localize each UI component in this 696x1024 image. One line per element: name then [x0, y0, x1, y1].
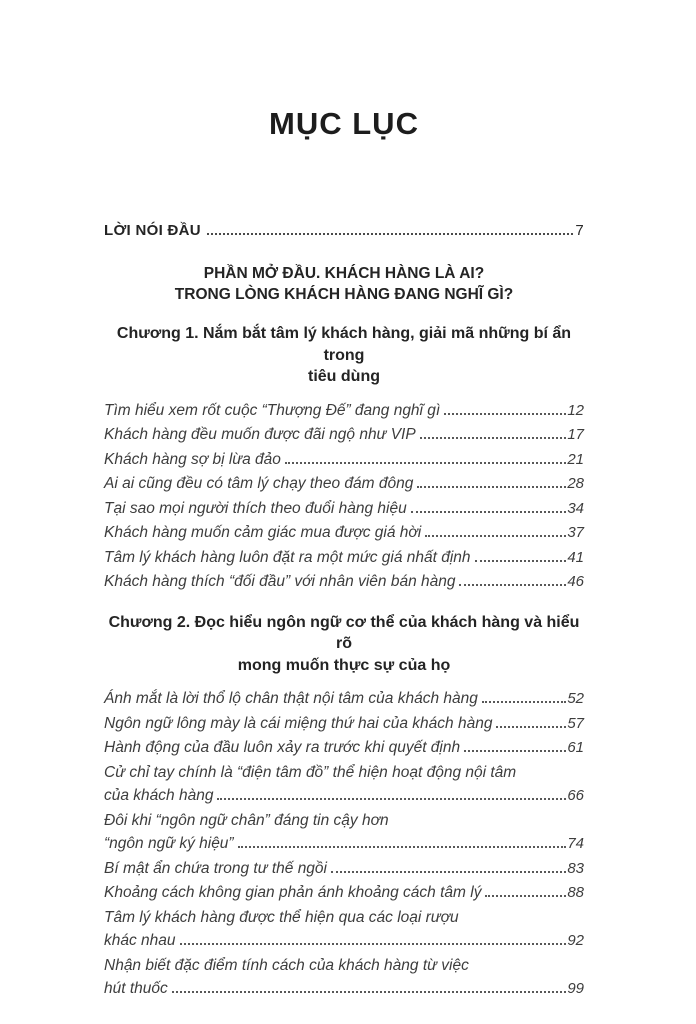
dot-leader — [172, 991, 567, 993]
part-heading-line: TRONG LÒNG KHÁCH HÀNG ĐANG NGHĨ GÌ? — [174, 286, 514, 303]
toc-entry — [104, 881, 584, 905]
toc-entry-main-line — [104, 497, 584, 521]
toc-entry-main-line — [104, 570, 584, 594]
toc-entry-main-line — [104, 977, 584, 1001]
toc-entry-title: hút thuốc — [104, 980, 168, 997]
dot-leader — [217, 798, 566, 800]
dot-leader — [411, 511, 567, 513]
toc-entry-wrap-line: Nhận biết đặc điểm tính cách của khách hàng từ việc — [104, 956, 469, 974]
toc-entry-main-line — [104, 399, 584, 423]
chapter-heading-line: mong muốn thực sự của họ — [237, 656, 451, 674]
toc-entry — [104, 906, 584, 953]
toc-entry-title: Tại sao mọi người thích theo đuổi hàng hiệu — [104, 499, 407, 517]
toc-entry-main-line — [104, 448, 584, 472]
dot-leader — [496, 726, 566, 728]
toc-entry-page: 41 — [567, 548, 584, 566]
toc-entry — [104, 497, 584, 521]
toc-entry-title: Ngôn ngữ lông mày là cái miệng thứ hai của khách hàng — [104, 714, 493, 732]
toc-entry-page: 66 — [567, 787, 584, 804]
toc-entry-page: 99 — [567, 980, 584, 997]
toc-entry — [104, 857, 584, 881]
toc-entry-page: 74 — [567, 835, 584, 852]
chapter-heading — [104, 323, 584, 388]
toc-entry — [104, 761, 584, 808]
toc-entry — [104, 736, 584, 760]
page-title: MỤC LỤC — [269, 106, 419, 141]
dot-leader — [425, 535, 566, 537]
chapter-entries — [104, 687, 584, 1001]
dot-leader — [207, 233, 573, 235]
toc-entry — [104, 712, 584, 736]
toc-entry-main-line — [104, 784, 584, 808]
toc-entry — [104, 687, 584, 711]
toc-entry-page: 46 — [567, 573, 584, 590]
toc-entry-page: 88 — [567, 884, 584, 901]
toc-entry-title: khác nhau — [104, 932, 176, 949]
chapter-heading-line: Chương 2. Đọc hiểu ngôn ngữ cơ thể của khách hàng và hiểu rõ — [108, 613, 580, 652]
toc-entry — [104, 521, 584, 545]
chapter-entries — [104, 399, 584, 594]
toc-entry-title: Khoảng cách không gian phản ánh khoảng cách tâm lý — [104, 884, 482, 901]
toc-entry-title: của khách hàng — [104, 787, 214, 804]
toc-entry — [104, 448, 584, 472]
toc-entry-title: Tâm lý khách hàng luôn đặt ra một mức giá nhất định — [104, 548, 471, 566]
toc-entry-main-line — [104, 929, 584, 953]
toc-entry-main-line — [104, 472, 584, 496]
toc-entry-main-line — [104, 687, 584, 711]
toc-entry-page: 12 — [567, 401, 584, 419]
toc-entry-title: Khách hàng muốn cảm giác mua được giá hời — [104, 524, 422, 541]
toc-entry-page: 37 — [567, 524, 584, 541]
toc-entry-main-line — [104, 423, 584, 447]
toc-entry-page: 28 — [567, 475, 584, 492]
toc-entry-page: 17 — [567, 426, 584, 443]
dot-leader — [238, 846, 567, 848]
chapter-list — [104, 323, 584, 1001]
toc-entry-title: Khách hàng sợ bị lừa đảo — [104, 450, 281, 468]
dot-leader — [417, 486, 566, 488]
toc-entry-title: Khách hàng đều muốn được đãi ngộ như VIP — [104, 426, 416, 443]
dot-leader — [285, 462, 566, 464]
dot-leader — [459, 584, 566, 586]
toc-entry — [104, 809, 584, 856]
toc-entry — [104, 570, 584, 594]
preface-label: LỜI NÓI ĐẦU — [104, 222, 201, 239]
part-heading — [104, 263, 584, 305]
dot-leader — [482, 701, 566, 703]
toc-entry-preface — [104, 222, 584, 239]
chapter-heading-line: Chương 1. Nắm bắt tâm lý khách hàng, giải mã những bí ẩn trong — [116, 325, 572, 364]
chapter-section — [104, 612, 584, 1001]
toc-entry — [104, 399, 584, 423]
toc-entry — [104, 954, 584, 1001]
toc-entry-main-line — [104, 881, 584, 905]
preface-page-number: 7 — [575, 222, 584, 239]
toc-entry-title: Tìm hiểu xem rốt cuộc “Thượng Đế” đang nghĩ gì — [104, 401, 441, 419]
toc-entry-wrap-line: Đôi khi “ngôn ngữ chân” đáng tin cậy hơn — [104, 811, 389, 829]
toc-entry-main-line — [104, 546, 584, 570]
toc-entry-page: 34 — [567, 499, 584, 517]
toc-entry-page: 57 — [567, 714, 584, 732]
toc-entry-main-line — [104, 521, 584, 545]
chapter-section — [104, 323, 584, 594]
toc-entry-main-line — [104, 736, 584, 760]
dot-leader — [444, 413, 566, 415]
dot-leader — [475, 560, 567, 562]
toc-entry-main-line — [104, 832, 584, 856]
toc-entry — [104, 546, 584, 570]
dot-leader — [420, 437, 567, 439]
toc-entry-main-line — [104, 857, 584, 881]
toc-entry — [104, 423, 584, 447]
toc-entry-page: 83 — [567, 859, 584, 877]
dot-leader — [331, 871, 566, 873]
dot-leader — [485, 895, 566, 897]
toc-entry-title: “ngôn ngữ ký hiệu” — [104, 835, 234, 852]
chapter-heading-line: tiêu dùng — [308, 368, 380, 385]
toc-entry-page: 92 — [567, 932, 584, 949]
toc-entry — [104, 472, 584, 496]
part-heading-line: PHẦN MỞ ĐẦU. KHÁCH HÀNG LÀ AI? — [203, 265, 485, 282]
chapter-heading — [104, 612, 584, 677]
toc-entry-wrap-line: Tâm lý khách hàng được thể hiện qua các loại rượu — [104, 908, 459, 926]
dot-leader — [180, 943, 567, 945]
toc-entry-title: Khách hàng thích “đối đầu” với nhân viên bán hàng — [104, 573, 456, 590]
toc-entry-title: Hành động của đầu luôn xảy ra trước khi quyết định — [104, 739, 461, 756]
toc-entry-page: 61 — [567, 739, 584, 756]
toc-entry-title: Bí mật ẩn chứa trong tư thế ngồi — [104, 859, 327, 877]
toc-entry-page: 52 — [567, 690, 584, 707]
toc-entry-page: 21 — [567, 450, 584, 468]
dot-leader — [464, 750, 566, 752]
toc-entry-main-line — [104, 712, 584, 736]
toc-entry-wrap-line: Cử chỉ tay chính là “điện tâm đồ” thể hiện hoạt động nội tâm — [104, 763, 517, 781]
toc-entry-title: Ánh mắt là lời thổ lộ chân thật nội tâm của khách hàng — [104, 690, 478, 707]
toc-entry-title: Ai ai cũng đều có tâm lý chạy theo đám đông — [104, 475, 414, 492]
